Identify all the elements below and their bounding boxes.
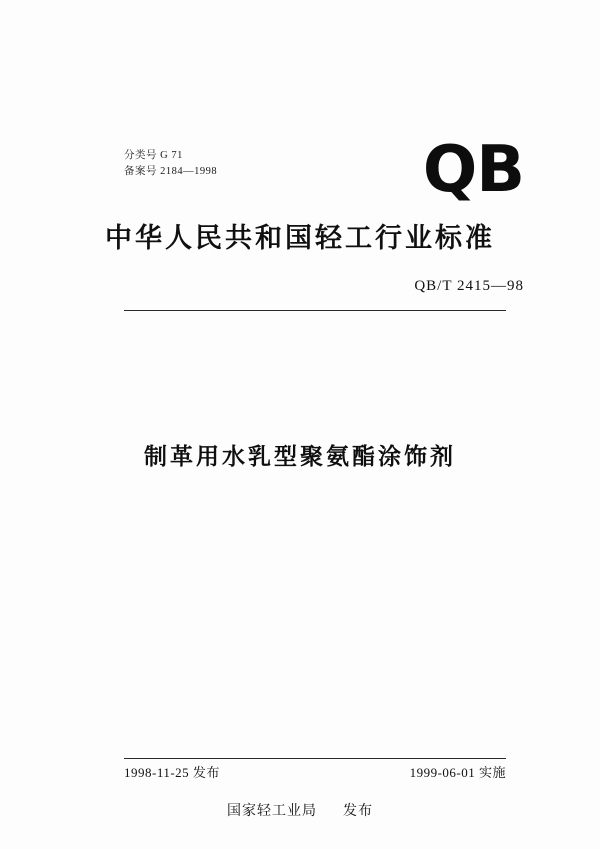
divider-top	[124, 310, 506, 311]
divider-bottom	[124, 758, 506, 759]
authority-heading: 中华人民共和国轻工行业标准	[105, 223, 495, 254]
classification-record-number: 备案号 2184—1998	[124, 166, 218, 177]
issuer-name: 国家轻工业局	[227, 803, 317, 819]
issue-date: 1998-11-25 发布	[124, 765, 220, 780]
classification-category: 分类号 G 71	[124, 150, 183, 161]
dates-row	[124, 762, 506, 781]
effective-date: 1999-06-01 实施	[409, 765, 506, 780]
qb-logo: QB	[422, 133, 524, 207]
issuer-row	[0, 800, 600, 820]
page-title: 制革用水乳型聚氨酯涂饰剂	[144, 444, 456, 470]
classification-block	[124, 148, 217, 180]
issuer-action: 发布	[343, 803, 373, 819]
standard-number: QB/T 2415—98	[414, 278, 524, 294]
